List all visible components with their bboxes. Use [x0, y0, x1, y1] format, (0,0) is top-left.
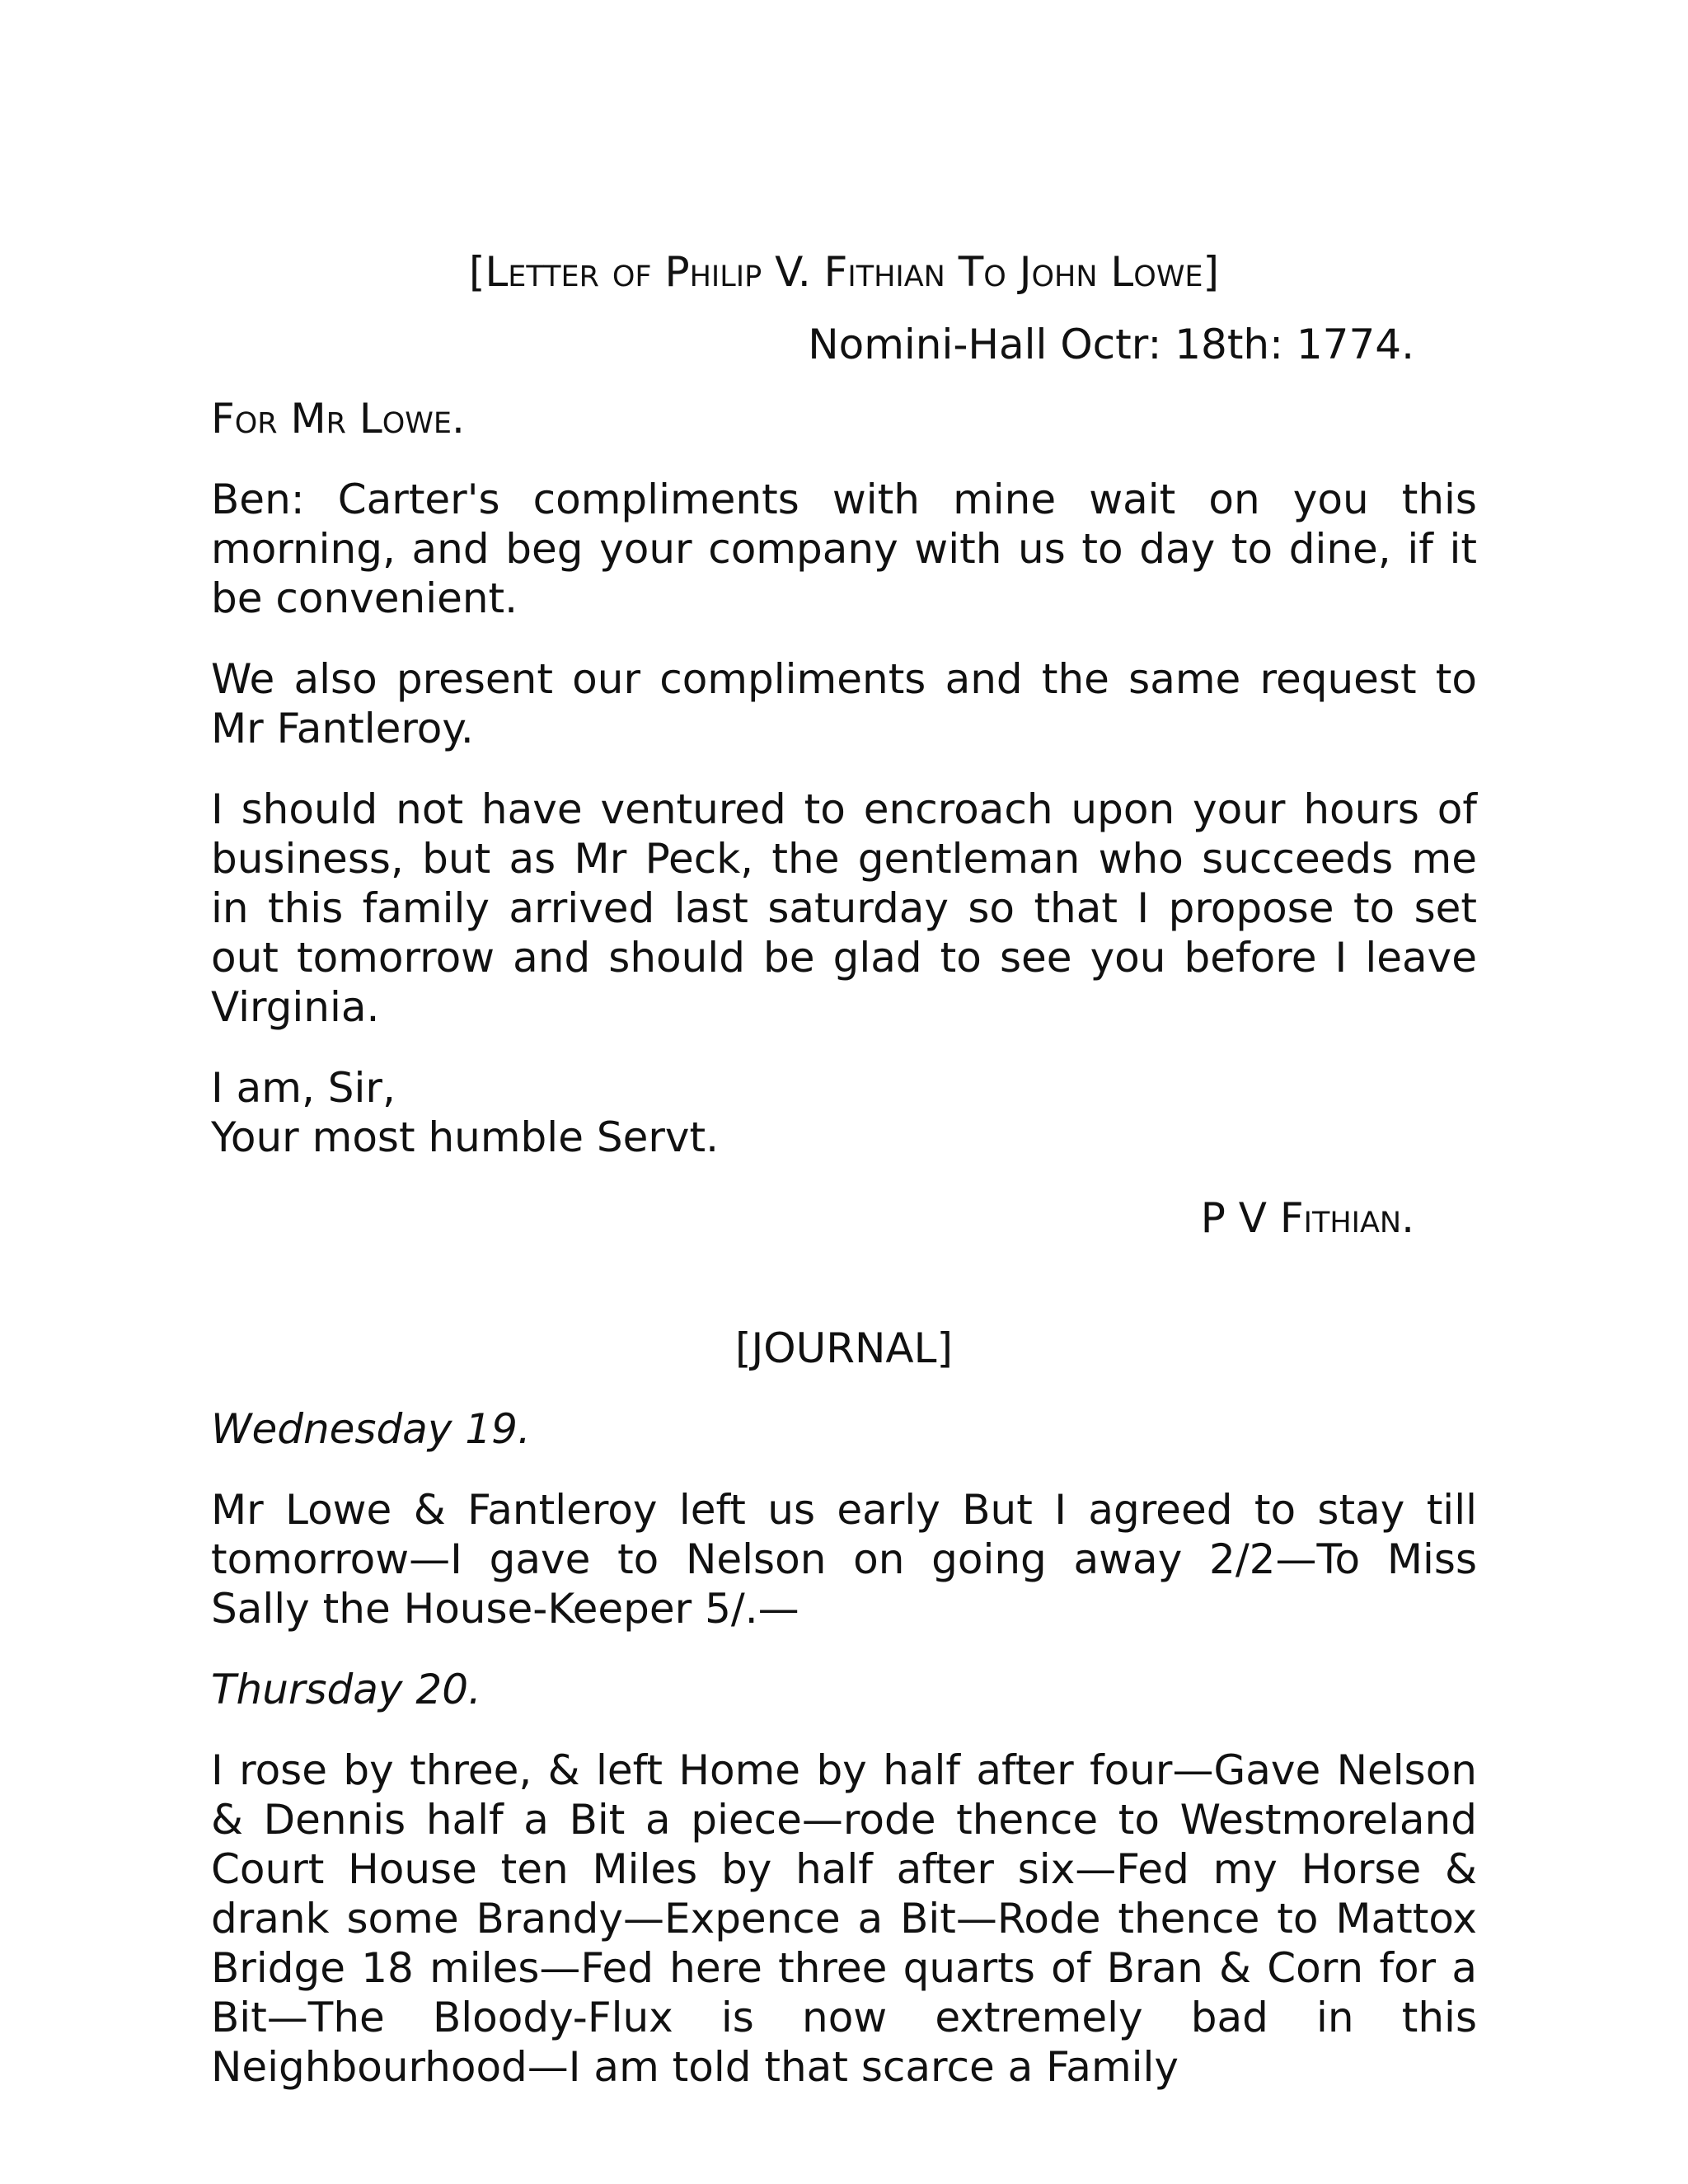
letter-paragraph: We also present our compliments and the same request to Mr Fantleroy.	[211, 655, 1477, 752]
journal-entry-date: Thursday 20.	[211, 1666, 481, 1713]
journal-entry-text: I rose by three, & left Home by half after four—Gave Nelson & Dennis half a Bit a piece—rode thence to Westmoreland Court House ten Miles by half after six—Fed my Horse & drank some Brandy—Expence a Bit—Rode thence to Mattox Bridge 18 miles—Fed here three quarts of Bran & Corn for a Bit—The Bloody-Flux is now extremely bad in this Neighbourhood—I am told that scarce a Family	[211, 1746, 1477, 2091]
document-page	[211, 247, 1477, 2092]
letter-signature: P V Fithian.	[1200, 1194, 1414, 1242]
letter-paragraph: Ben: Carter's compliments with mine wait on you this morning, and beg your company with us to day to dine, if it be convenient.	[211, 476, 1477, 622]
closing-line: Your most humble Servt.	[211, 1113, 719, 1161]
letter-closing	[211, 1063, 1477, 1162]
journal-entry-text: Mr Lowe & Fantleroy left us early But I agreed to stay till tomorrow—I gave to Nelson on going away 2/2—To Miss Sally the House-Keeper 5/.—	[211, 1486, 1477, 1633]
journal-heading: [JOURNAL]	[735, 1324, 953, 1372]
letter-date-line: Nomini-Hall Octr: 18th: 1774.	[808, 321, 1414, 368]
letter-heading: [Letter of Philip V. Fithian To John Lowe]	[468, 248, 1220, 296]
closing-line: I am, Sir,	[211, 1064, 396, 1112]
letter-salutation: For Mr Lowe.	[211, 395, 465, 443]
journal-entry-date: Wednesday 19.	[211, 1405, 531, 1453]
letter-paragraph: I should not have ventured to encroach upon your hours of business, but as Mr Peck, the gentleman who succeeds me in this family arrived last saturday so that I propose to set out tomorrow and should be glad to see you before I leave Virginia.	[211, 785, 1477, 1031]
